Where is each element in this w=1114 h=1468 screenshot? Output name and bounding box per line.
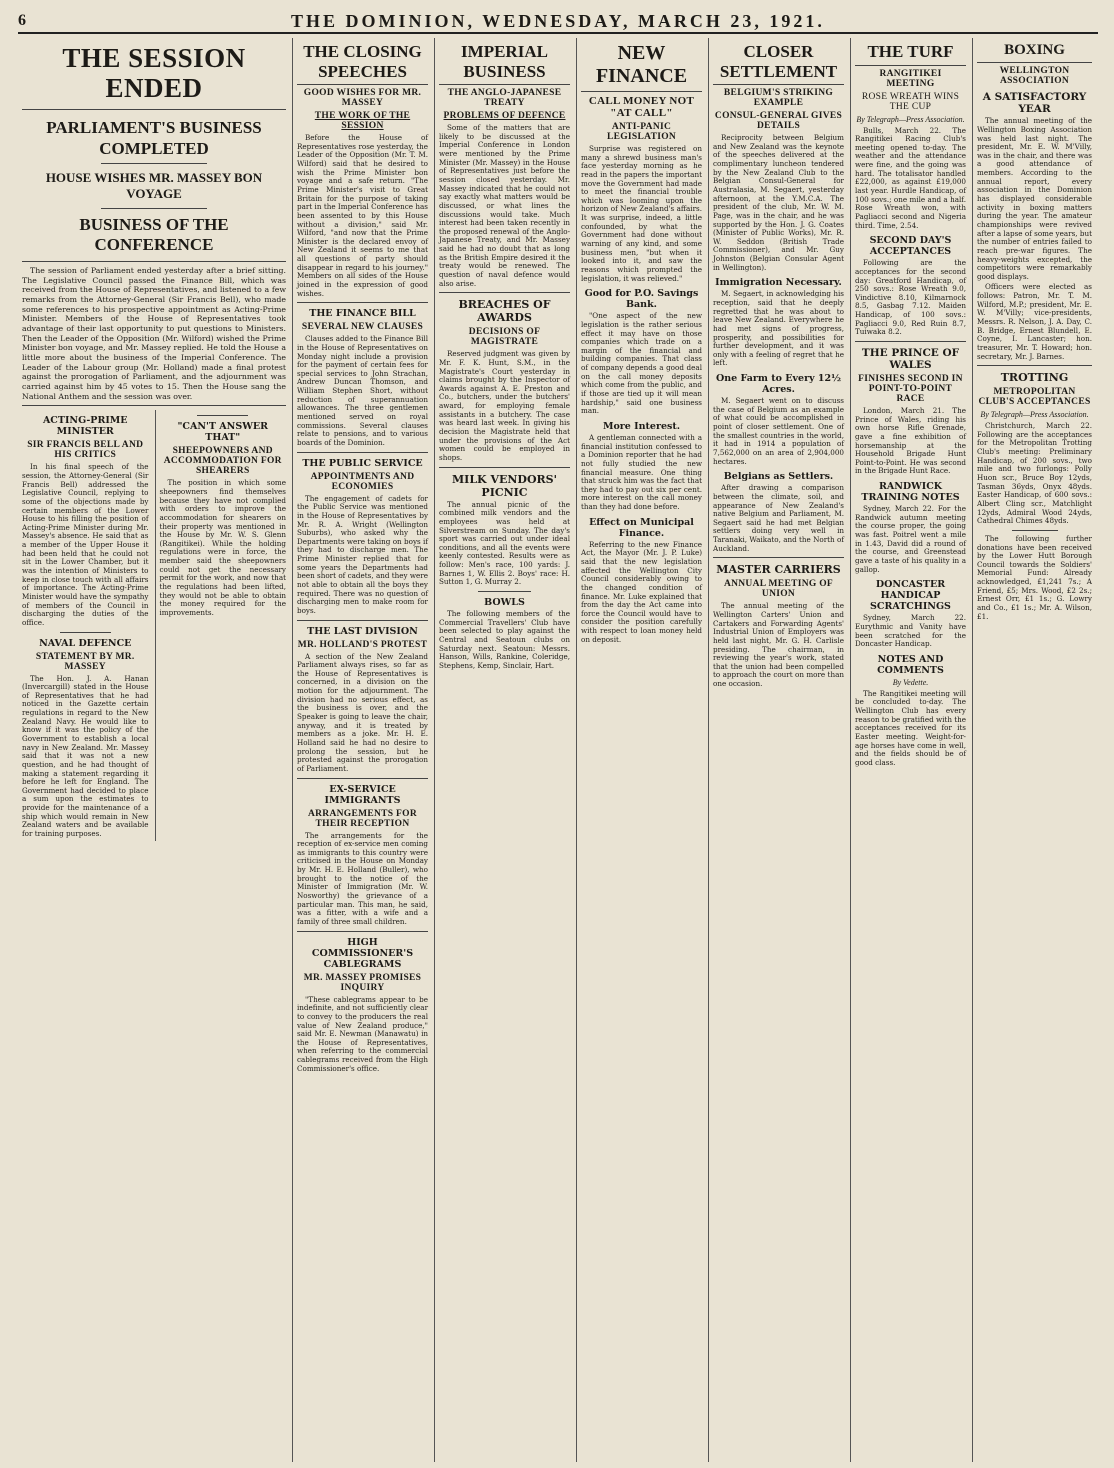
bowls-body: The following members of the Commercial Travellers' Club have been selected to play against the Central and Seatoun clubs on Saturday next. Seatoun: Messrs. Hanson, Wills, Rankine, Coleridge, Stephens, Kemp, Sinclair, Hart. [439, 609, 570, 670]
section-more-interest: More Interest. [602, 420, 681, 432]
section-notes-comments: NOTES AND COMMENTS [877, 653, 944, 676]
headline-session-ended: THE SESSION ENDED [62, 43, 246, 103]
section-belgians-settlers: Belgians as Settlers. [723, 471, 834, 483]
subhead-anglo-japanese: THE ANGLO-JAPANESE TREATY [447, 88, 562, 109]
headline-closing-speeches: THE CLOSING SPEECHES [297, 42, 428, 85]
column-session-ended [18, 38, 290, 1462]
subhead-rangitikei: RANGITIKEI MEETING [879, 68, 942, 89]
subsection-metropolitan: METROPOLITAN CLUB'S ACCEPTANCES [978, 387, 1091, 408]
column-closer-settlement [708, 38, 848, 1462]
last-division-body: A section of the New Zealand Parliament always rises, so far as the House of Representatives is concerned, in a division on the motion for the adjournment. The division had no serious effect, as the business is over, and the Speaker is going to leave the chair, anyway, and it is treated by members as a joke. Mr. H. E. Holland said he had no desire to prolong the session, but he protested against the prorogation of Parliament. [297, 651, 428, 773]
cablegrams-body: "These cablegrams appear to be indefinite, and not sufficiently clear to convey to the producers the real value of New Zealand produce," said Mr. E. Newman (Manawatu) in the House of Representatives, when referring to the commercial cablegrams received from the High Commissioner's office. [297, 994, 428, 1073]
subhead-satisfactory-year: A SATISFACTORY YEAR [982, 91, 1087, 116]
section-ex-service-immigrants: EX-SERVICE IMMIGRANTS [324, 783, 401, 806]
boxing-body: The annual meeting of the Wellington Boxing Association was held last night. The president, Mr. E. W. M'Villy, was in the chair, and there was a good attendance of members. According to the annual report, every association in the Dominion has displayed considerable activity in boxing matters during the year. The amateur championships were revived after a lapse of some years, but the number of entries failed to reach pre-war figures. The heavy-weights excepted, the competitors were remarkably good displays. [977, 116, 1092, 281]
one-farm-body: M. Segaert went on to discuss the case of Belgium as an example of what could be accomplished in point of closer settlement. One of the smallest countries in the world, it had in 1914 a population of 7,562,000 on an area of 2,904,000 hectares. [713, 396, 844, 466]
donations-body: The following further donations have been received by the Lower Hutt Borough Council towards the Soldiers' Memorial Fund: Already acknowledged, £1,241 7s.; A Friend, £5; Mrs. Wood, £2 2s.; Ernest Orr, £1 1s.; G. Lowry and Co., £1 1s.; Mr. A. Wilson, £1. [977, 533, 1092, 621]
masthead-title: THE DOMINION, WEDNESDAY, MARCH 23, 1921. [291, 10, 825, 31]
section-last-division: THE LAST DIVISION [307, 625, 418, 637]
randwick-body: Sydney, March 22. For the Randwick autumn meeting the course proper, the going was fast. Poitrel went a mile in 1.43, David did a round of the course, and Greenstead gave a taste of his quality in a gallop. [855, 504, 966, 574]
column-new-finance [576, 38, 706, 1462]
byline-vedette: By Vedette. [892, 677, 929, 687]
boxing-officers: Officers were elected as follows: Patron, Mr. T. M. Wilford, M.P.; president, Mr. E. W. M'Villy; vice-presidents, Messrs. R. Nelson, J. A. Day, C. B. Bridge, Ernest Blundell, E. Coyne, I. Lancaster; hon. treasurer, Mr. T. Howard; hon. secretary, Mr. J. Barnes. [977, 282, 1092, 361]
subsection-magistrate: DECISIONS OF MAGISTRATE [468, 327, 541, 348]
subhead-anti-panic: ANTI-PANIC LEGISLATION [606, 122, 677, 142]
subhead-conference-business: BUSINESS OF THE CONFERENCE [79, 215, 229, 255]
closing-speeches-body: Before the House of Representatives rose yesterday, the Leader of the Opposition (Mr. T. M. Wilford) said that he desired to wish the Prime Minister bon voyage and a safe return. "The Prime Minister's visit to Great Britain for the purpose of taking part in the Imperial Conference has been assented to by this House without a division," said Mr. Wilford, "and now that the Prime Minister is the declared envoy of New Zealand it seems to me that all questions of party should disappear in regard to his journey." Members on all sides of the House joined in the expression of good wishes. [297, 133, 428, 298]
trotting-body: Christchurch, March 22. Following are the acceptances for the Metropolitan Trotting Club's meeting: Preliminary Handicap, of 200 sovs., two mile and two furlongs: Polly Huon scr., Bruce Boy 12yds, Tasman 36yds, Onyx 48yds. Easter Handicap, of 600 sovs.: Albert Cling scr., Matchlight 12yds, Admiral Wood 24yds, Cathedral Chimes 48yds. [977, 421, 1092, 526]
headline-turf: THE TURF [855, 42, 966, 66]
section-naval-defence: NAVAL DEFENCE [39, 637, 132, 649]
subhead-defence: PROBLEMS OF DEFENCE [443, 111, 566, 122]
section-municipal-finance: Effect on Municipal Finance. [589, 516, 694, 539]
column-boxing [972, 38, 1096, 1462]
masthead [18, 10, 1098, 34]
acting-prime-minister-body: In his final speech of the session, the Attorney-General (Sir Francis Bell) addressed the Legislative Council, replying to some of the objections made by certain members of the Lower House to his filling the position of Acting-Prime Minister during Mr. Massey's absence. He said that as a member of the Upper House it had been held that he could not sit in the Lower Chamber, but it was the intention of Ministers to keep in close touch with all affairs of importance. The Acting-Prime Minister would have the sympathy of members of the Council in discharging the duties of the office. [22, 462, 149, 627]
subsection-point-to-point: FINISHES SECOND IN POINT-TO-POINT RACE [858, 374, 963, 404]
section-acceptances: SECOND DAY'S ACCEPTANCES [869, 235, 952, 258]
subsection-appointments: APPOINTMENTS AND ECONOMIES [310, 471, 415, 492]
doncaster-body: Sydney, March 22. Eurythmic and Vanity have been scratched for the Doncaster Handicap. [855, 613, 966, 649]
section-acting-prime-minister: ACTING-PRIME MINISTER [42, 415, 128, 438]
subhead-call-money: CALL MONEY NOT "AT CALL" [588, 95, 695, 119]
headline-closer-settlement: CLOSER SETTLEMENT [713, 42, 844, 85]
section-savings-bank: Good for P.O. Savings Bank. [584, 288, 699, 311]
milk-vendors-body: The annual picnic of the combined milk vendors and the employees was held at Silverstream on Sunday. The day's sport was carried out under ideal conditions, and all the events were keenly contested. Results were as follow: Men's race, 100 yards: J. Barnes 1, W. Ellis 2. Boys' race: H. Sutton 1, G. Murray 2. [439, 499, 570, 587]
municipal-finance-body: Referring to the new Finance Act, the Mayor (Mr. J. P. Luke) said that the new legislation affected the Wellington City Council considerably owing to the changed condition of finance. Mr. Luke explained that from the day the Act came into force the Council would have to consider the position carefully with respect to loan money held on deposit. [581, 539, 702, 644]
subsection-statement-massey: STATEMENT BY MR. MASSEY [35, 651, 135, 672]
savings-bank-body: "One aspect of the new legislation is the rather serious effect it may have on those companies which trade on a margin of the financial and building companies. That class of company depends a good deal on the call money deposits which come from the public, and if those are tied up it will mean hardship," said one business man. [581, 311, 702, 416]
subsection-holland-protest: MR. HOLLAND'S PROTEST [297, 639, 428, 650]
section-randwick: RANDWICK TRAINING NOTES [861, 481, 960, 504]
headline-imperial-business: IMPERIAL BUSINESS [439, 42, 570, 85]
section-immigration: Immigration Necessary. [715, 277, 842, 289]
section-cant-answer: "CAN'T ANSWER THAT" [177, 421, 269, 444]
section-prince-of-wales: THE PRINCE OF WALES [861, 347, 960, 371]
subsection-sheepowners: SHEEPOWNERS AND ACCOMMODATION FOR SHEARERS [163, 446, 282, 477]
subhead-bon-voyage: HOUSE WISHES MR. MASSEY BON VOYAGE [45, 170, 263, 202]
subhead-parliament-business: PARLIAMENT'S BUSINESS COMPLETED [46, 118, 262, 158]
breaches-body: Reserved judgment was given by Mr. F. K. Hunt, S.M., in the Magistrate's Court yesterday in claims brought by the Inspector of Awards against A. E. Preston and Co., butchers, under the butchers' award, for employing female assistants in a butchery. The case was heard last week. In giving his decision the Magistrate held that under the provisions of the Act women could be employed in shops. [439, 349, 570, 462]
subhead-consul-general: CONSUL-GENERAL GIVES DETAILS [714, 111, 843, 132]
turf-body: Bulls, March 22. The Rangitikei Racing Club's meeting opened to-day. The weather and the attendance were fine, and the going was hard. The totalisator handled £22,000, as against £19,000 last year. Hurdle Handicap, of 100 sovs.; one mile and a half. Rose Wreath won, with Pagliacci second and Nigeria third. Time, 2.54. [855, 125, 966, 230]
subsection-annual-meeting: ANNUAL MEETING OF UNION [723, 579, 834, 600]
section-trotting: TROTTING [1000, 371, 1069, 385]
lead-paragraph: The session of Parliament ended yesterday after a brief sitting. The Legislative Council passed the Finance Bill, which was received from the House of Representatives, and listened to a few remarks from the Attorney-General (Sir Francis Bell), who made some references to his prospective appointment as Acting-Prime Minister. Members of the House of Representatives took advantage of their last opportunity to put questions to Ministers. Then the Leader of the Opposition (Mr. Wilford) wished the Prime Minister bon voyage, and Mr. Massey replied. He told the House a little more about the business of the Imperial Conference. The Leader of the Labour group (Mr. Holland) made a final protest against the prorogation of Parliament, and the adjournment was carried against him by 45 votes to 15. Then the House sang the National Anthem and the session was over. [22, 266, 286, 401]
column-closing-speeches [292, 38, 432, 1462]
section-breaches-awards: BREACHES OF AWARDS [458, 298, 551, 325]
section-master-carriers: MASTER CARRIERS [716, 563, 841, 577]
public-service-body: The engagement of cadets for the Public Service was mentioned in the House of Representatives by Mr. R. A. Wright (Wellington Suburbs), who asked why the Departments were taking on boys if they had to discharge men. The Prime Minister replied that for some years the Departments had been short of cadets, and they were not able to obtain all the boys they required. There was no question of discharging men to make room for boys. [297, 493, 428, 615]
subhead-work-of-session: THE WORK OF THE SESSION [314, 111, 411, 132]
byline-press: By Telegraph—Press Association. [856, 114, 965, 124]
immigrants-body: The arrangements for the reception of ex-service men coming as immigrants to this country were criticised in the House on Monday by Mr. H. E. Holland (Buller), who brought to the notice of the Minister of Immigration (Mr. W. Nosworthy) the grievance of a particular man. This man, he said, was a fitter, with a wife and a family of three small children. [297, 830, 428, 926]
headline-boxing: BOXING [977, 42, 1092, 63]
subsection-new-clauses: SEVERAL NEW CLAUSES [301, 322, 424, 333]
immigration-body: M. Segaert, in acknowledging his reception, said that he deeply regretted that he was about to leave New Zealand. Everywhere he had met signs of progress, prosperity, and possibilities for further development, and it was only with a feeling of regret that he left. [713, 289, 844, 368]
section-bowls: BOWLS [484, 597, 525, 608]
section-public-service: THE PUBLIC SERVICE [302, 457, 423, 469]
subsection-sir-francis-bell: SIR FRANCIS BELL AND HIS CRITICS [27, 440, 144, 461]
section-doncaster: DONCASTER HANDICAP SCRATCHINGS [870, 579, 951, 613]
byline-press-trotting: By Telegraph—Press Association. [980, 410, 1089, 420]
headline-new-finance: NEW FINANCE [581, 42, 702, 92]
belgians-body: After drawing a comparison between the climate, soil, and appearance of New Zealand's native Belgium and Parliament, M. Segaert said he had met Belgian settlers doing very well in Taranaki, Waikato, and the North of Auckland. [713, 483, 844, 553]
section-finance-bill: THE FINANCE BILL [309, 308, 416, 320]
naval-defence-body: The Hon. J. A. Hanan (Invercargill) stated in the House of Representatives that he had noticed in the Gazette certain regulations in regard to the New Zealand Navy. He would like to know if it was the policy of the Government to establish a local navy in New Zealand. Mr. Massey said that it was not a new question, and he had thought of making a statement regarding it before he left for England. The Government had decided to place a sum upon the estimates to provide for the maintenance of a ship which would remain in New Zealand waters and be available for training purposes. [22, 673, 149, 839]
subhead-wellington-association: WELLINGTON ASSOCIATION [999, 66, 1070, 87]
subhead-good-wishes: GOOD WISHES FOR MR. MASSEY [303, 88, 422, 109]
subhead-belgium: BELGIUM'S STRIKING EXAMPLE [723, 88, 834, 109]
prince-body: London, March 21. The Prince of Wales, riding his own horse Rifle Grenade, gave a fine exhibition of horsemanship at the Household Brigade Hunt Point-to-Point. He was second in the Brigade Hunt Race. [855, 406, 966, 476]
subsection-reception: ARRANGEMENTS FOR THEIR RECEPTION [307, 808, 418, 829]
master-carriers-body: The annual meeting of the Wellington Carters' Union and Cartakers and Forwarding Agents' Industrial Union of Employers was held last night, Mr. G. H. Carlisle presiding. The chairman, in reviewing the year's work, stated that the union had been compelled to approach the court on more than one occasion. [713, 601, 844, 689]
column-imperial-business [434, 38, 574, 1462]
more-interest-body: A gentleman connected with a financial institution confessed to a Dominion reporter that he had not fully studied the new financial measure. One thing that struck him was the fact that they had to pay out six per cent. more interest on the call money than they had done before. [581, 432, 702, 512]
subsection-inquiry: MR. MASSEY PROMISES INQUIRY [303, 972, 422, 993]
cant-answer-body: The position in which some sheepowners find themselves because they have not complied with orders to improve the accommodation for shearers on their property was mentioned in the House by Mr. W. S. Glenn (Rangitikei). While the holding regulations were in force, the member said the sheepowners could not get the necessary permit for the work, and now that the regulations had been lifted, they would not be able to obtain the money required for the improvements. [159, 478, 286, 617]
section-one-farm: One Farm to Every 12½ Acres. [715, 373, 842, 396]
section-cablegrams: HIGH COMMISSIONER'S CABLEGRAMS [311, 936, 414, 970]
acceptances-body: Following are the acceptances for the second day: Greatford Handicap, of 250 sovs.: Rose Wreath 9.0, Vindictive 8.10, Kilmarnock 8.5, Gasbag 7.12. Maiden Handicap, of 100 sovs.: Pagliacci 9.0, Red Ruin 8.7, Tuiwaka 8.2. [855, 258, 966, 337]
finance-bill-body: Clauses added to the Finance Bill in the House of Representatives on Monday night include a provision for the payment of certain fees for special services to John Strachan, Andrew Duncan Thomson, and William Stephen Short, without reduction of superannuation allowances. The three gentlemen mentioned served on royal commissions. Several clauses relate to pensions, and to various boards of the Dominion. [297, 334, 428, 447]
notes-body: The Rangitikei meeting will be concluded to-day. The Wellington Club has every reason to be gratified with the acceptances received for its Easter meeting. Weight-for-age horses have come in well, and the fields should be of good class. [855, 688, 967, 767]
closer-settlement-body: Reciprocity between Belgium and New Zealand was the keynote of the speeches delivered at the complimentary luncheon tendered by the New Zealand Club to the Belgian Consul-General for Australasia, M. Segaert, yesterday afternoon, at the Y.M.C.A. The president of the club, Mr. W. M. Page, was in the chair, and he was supported by the Hon. J. G. Coates (Minister of Public Works), Mr. R. W. Seddon (British Trade Commissioner), and Mr. Guy Johnston (Belgian Consular Agent in Wellington). [713, 133, 844, 272]
new-finance-body: Surprise was registered on many a shrewd business man's face yesterday morning as he read in the papers the important move the Government had made to meet the financial trouble which was looming upon the horizon of New Zealand's affairs. It was surprise, indeed, a little confounded, by what the Government had done without warning of any kind, and some business men, "but when it looked into it, and saw the reasons which prompted the legislation, it was relieved." [581, 144, 702, 283]
column-turf [850, 38, 970, 1462]
subhead-rose-wreath: ROSE WREATH WINS THE CUP [861, 91, 960, 112]
imperial-business-body: Some of the matters that are likely to be discussed at the Imperial Conference in London were mentioned by the Prime Minister (Mr. Massey) in the House of Representatives just before the session closed yesterday. Mr. Massey indicated that he could not say exactly what matters would be discussed, or what lines the discussions would take. Much interest had been taken recently in the proposed renewal of the Anglo-Japanese Treaty, and Mr. Massey said he had no doubt that as long as the British Empire desired it the treaty would be renewed. The question of naval defence would also arise. [439, 123, 570, 288]
page-number: 6 [18, 12, 26, 29]
section-milk-vendors: MILK VENDORS' PICNIC [452, 472, 557, 499]
